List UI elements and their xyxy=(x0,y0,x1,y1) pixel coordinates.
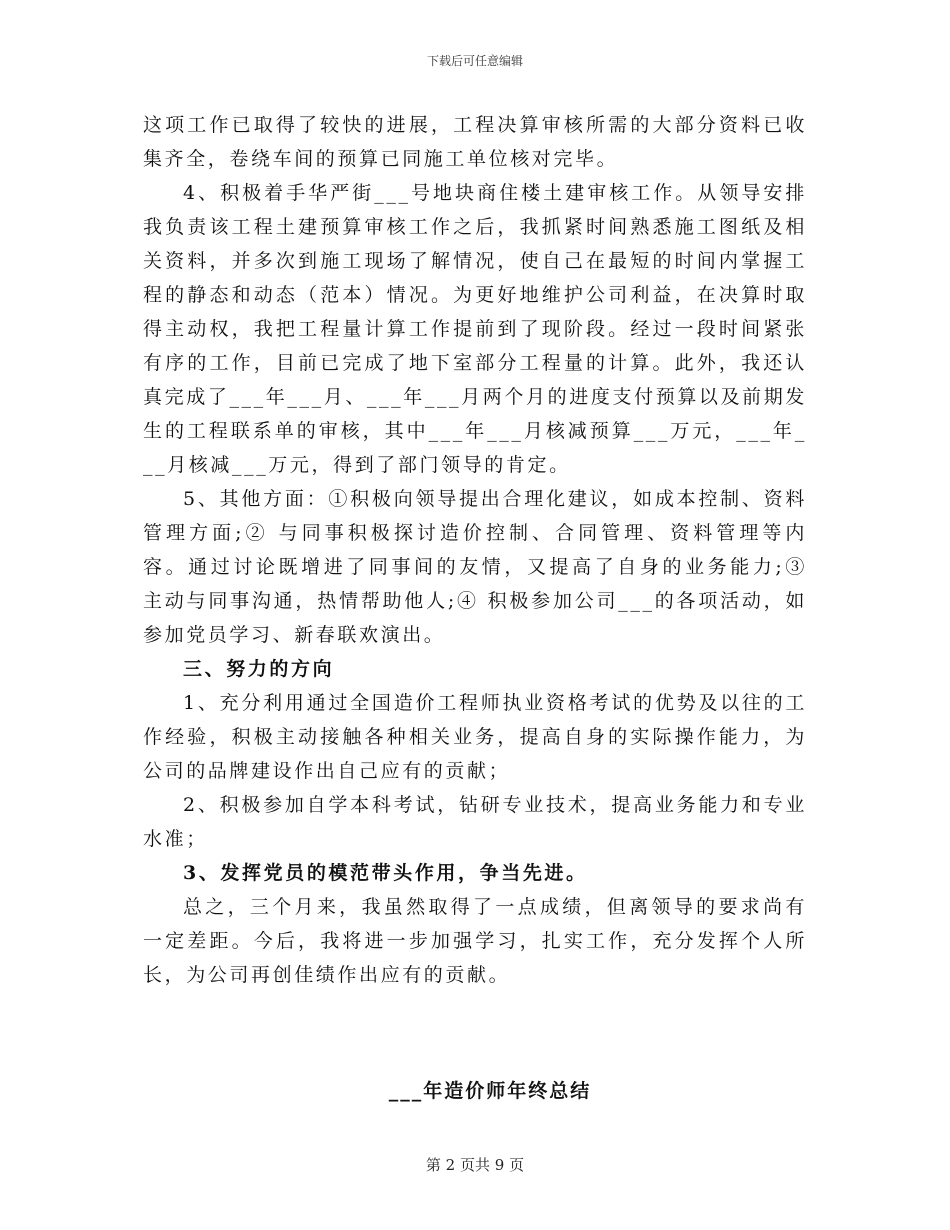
section-heading-3: 三、努力的方向 xyxy=(183,658,335,680)
document-body xyxy=(143,108,807,992)
next-document-title: ___年造价师年终总结 xyxy=(388,1080,592,1102)
page-footer: 第 2 页共 9 页 xyxy=(425,1156,525,1174)
paragraph-summary: 总之，三个月来，我虽然取得了一点成绩，但离领导的要求尚有一定差距。今后，我将进一步加强学习，扎实工作，充分发挥个人所长，为公司再创佳绩作出应有的贡献。 xyxy=(143,896,807,986)
bold-item-3: 3、发挥党员的模范带头作用，争当先进。 xyxy=(183,862,588,884)
paragraph-item-4: 4、积极着手华严街___号地块商住楼土建审核工作。从领导安排我负责该工程土建预算审核工作之后，我抓紧时间熟悉施工图纸及相关资料，并多次到施工现场了解情况，使自己在最短的时间内掌握工程的静态和动态（范本）情况。为更好地维护公司利益，在决算时取得主动权，我把工程量计算工作提前到了现阶段。经过一段时间紧张有序的工作，目前已完成了地下室部分工程量的计算。此外，我还认真完成了___年___月、___年___月两个月的进度支付预算以及前期发生的工程联系单的审核，其中___年___月核减预算___万元，___年___月核减___万元，得到了部门领导的肯定。 xyxy=(143,182,807,476)
paragraph-item-5: 5、其他方面：①积极向领导提出合理化建议，如成本控制、资料管理方面;② 与同事积极探讨造价控制、合同管理、资料管理等内容。通过讨论既增进了同事间的友情，又提高了自身的业务能力;③ 主动与同事沟通，热情帮助他人;④ 积极参加公司___的各项活动，如参加党员学习、新春联欢演出。 xyxy=(143,488,807,646)
paragraph-direction-2: 2、积极参加自学本科考试，钻研专业技术，提高业务能力和专业水准； xyxy=(143,794,807,850)
paragraph-direction-1: 1、充分利用通过全国造价工程师执业资格考试的优势及以往的工作经验，积极主动接触各种相关业务，提高自身的实际操作能力，为公司的品牌建设作出自己应有的贡献； xyxy=(143,692,807,782)
paragraph-continuation: 这项工作已取得了较快的进展，工程决算审核所需的大部分资料已收集齐全，卷绕车间的预算已同施工单位核对完毕。 xyxy=(143,114,807,170)
page-header-note: 下载后可任意编辑 xyxy=(426,54,523,68)
